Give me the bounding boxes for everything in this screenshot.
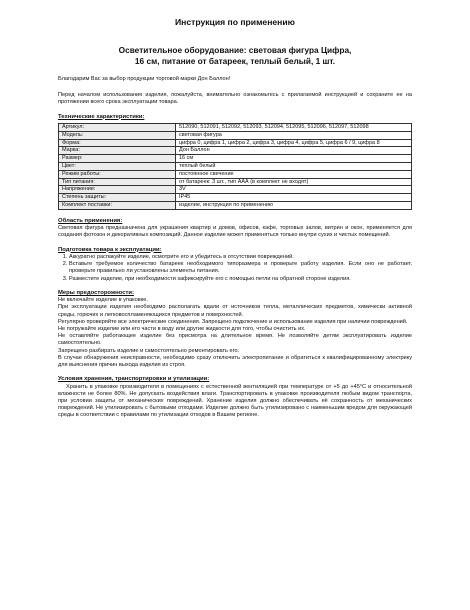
spec-value: 512090, 512091, 512092, 512093, 512094, 512095, 512096, 512097, 512098 <box>176 124 412 132</box>
safety-line: В случае обнаружения неисправности, необходимо сразу отключить электропитание и обратиться к квалифицированному электрику для выяснения причин выхода изделия из строя. <box>58 354 412 369</box>
spec-value: постоянное свечение <box>176 170 412 178</box>
spec-value: от батареек: 3 шт., тип ААА (в комплект не входят) <box>176 178 412 186</box>
spec-label: Форма: <box>59 139 176 147</box>
preparation-heading: Подготовка товара к эксплуатации: <box>58 246 162 253</box>
spec-label: Модель: <box>59 131 176 139</box>
intro-text: Перед началом использования изделия, пожалуйста, внимательно ознакомьтесь с прилагаемой инструкцией и сохраните ее на протяжении всего срока эксплуатации товара. <box>58 92 412 106</box>
document-title: Инструкция по применению <box>174 17 295 27</box>
spec-value: световая фигура <box>176 131 412 139</box>
safety-block <box>58 297 412 369</box>
table-row <box>59 170 412 178</box>
product-title <box>58 45 412 66</box>
spec-label: Артикул: <box>59 124 176 132</box>
table-row <box>59 163 412 171</box>
safety-line: Не включайте изделие в упаковке. <box>58 297 148 304</box>
spec-value: Дон Баллон <box>176 147 412 155</box>
preparation-list <box>58 254 412 283</box>
spec-label: Цвет: <box>59 163 176 171</box>
table-row <box>59 124 412 132</box>
table-row <box>59 131 412 139</box>
table-row <box>59 147 412 155</box>
spec-label: Напряжение: <box>59 186 176 194</box>
list-item: 2. Вставьте требуемое количество батареек необходимого типоразмера и проверьте работу изделия. Если оно не работает, проверьте правильно ли установлены элементы питания. <box>69 261 412 275</box>
table-row <box>59 139 412 147</box>
table-row <box>59 178 412 186</box>
application-heading: Область применения: <box>58 217 123 224</box>
table-row <box>59 194 412 202</box>
table-row <box>59 201 412 209</box>
product-title-line-2: 16 см, питание от батареек, теплый белый, 1 шт. <box>134 55 336 66</box>
thanks-text: Благодарим Вас за выбор продукции торговой марки Дон Баллон! <box>58 76 231 82</box>
specs-table <box>58 123 412 210</box>
safety-line: При эксплуатации изделия необходимо располагать вдали от источников тепла, металлических предметов, химически активной среды, горючих и легковоспламеняющихся предметов и поверхностей. <box>58 304 412 318</box>
safety-line: Регулярно проверяйте все электрические соединения. Запрещено подключение и использование изделия при наличии повреждений. <box>58 318 408 325</box>
storage-text: Хранить в упаковке производителя в помещениях с естественной вентиляцией при температуре от +5 до +45°С и относительной влажности не более 80%. Не допускать воздействия влаги. Транспортировать в упаковке производителя любым видом транспорта, при условии защиты от механических повреждений. Хранение изделия должно обеспечивать её сохранность от механических повреждений. Не утилизировать с бытовыми отходами. Изделие должно быть утилизировано с наименьшим вредом для окружающей среды в соответствии с правилами по утилизации отходов в Вашем регионе. <box>58 383 412 419</box>
spec-value: изделие, инструкция по применению <box>176 201 412 209</box>
safety-line: Не погружайте изделие или его части в воду или другие жидкости для того, чтобы очистить их. <box>58 326 306 333</box>
list-item: 1. Аккуратно распакуйте изделие, осмотрите его и убедитесь в отсутствии повреждений. <box>69 254 412 261</box>
spec-label: Режим работы: <box>59 170 176 178</box>
spec-label: Марка: <box>59 147 176 155</box>
list-item: 3. Разместите изделие, при необходимости зафиксируйте его с помощью петли на обратной стороне изделия. <box>69 276 412 283</box>
spec-value: теплый белый <box>176 163 412 171</box>
spec-value: IP45 <box>176 194 412 202</box>
safety-line: Запрещено разбирать изделие и самостоятельно ремонтировать его. <box>58 347 240 354</box>
table-row <box>59 155 412 163</box>
safety-line: Не оставляйте работающее изделие без присмотра на длительное время. Не позволяйте детям эксплуатировать изделие самостоятельно. <box>58 333 412 347</box>
spec-label: Степень защиты: <box>59 194 176 202</box>
spec-value: 16 см <box>176 155 412 163</box>
spec-label: Размер: <box>59 155 176 163</box>
storage-heading: Условия хранения, транспортировки и утилизации: <box>58 376 210 383</box>
spec-value: цифра 0, цифра 1, цифра 2, цифра 3, цифра 4, цифра 5, цифра 6 / 9, цифра 8 <box>176 139 412 147</box>
table-row <box>59 186 412 194</box>
safety-heading: Меры предосторожности: <box>58 289 134 296</box>
application-text: Световая фигура предназначена для украшения квартир и домов, офисов, кафе, торговых залов, витрин и окон, применяется для создания фотозон и декоративных композиций. Данное изделие может применяться только внутри сухих и чистых помещений. <box>58 225 412 239</box>
product-title-line-1: Осветительное оборудование: световая фигура Цифра, <box>118 45 352 55</box>
specs-heading: Технические характеристики: <box>58 113 145 120</box>
spec-label: Комплект поставки: <box>59 201 176 209</box>
spec-label: Тип питания: <box>59 178 176 186</box>
spec-value: 3V <box>176 186 412 194</box>
